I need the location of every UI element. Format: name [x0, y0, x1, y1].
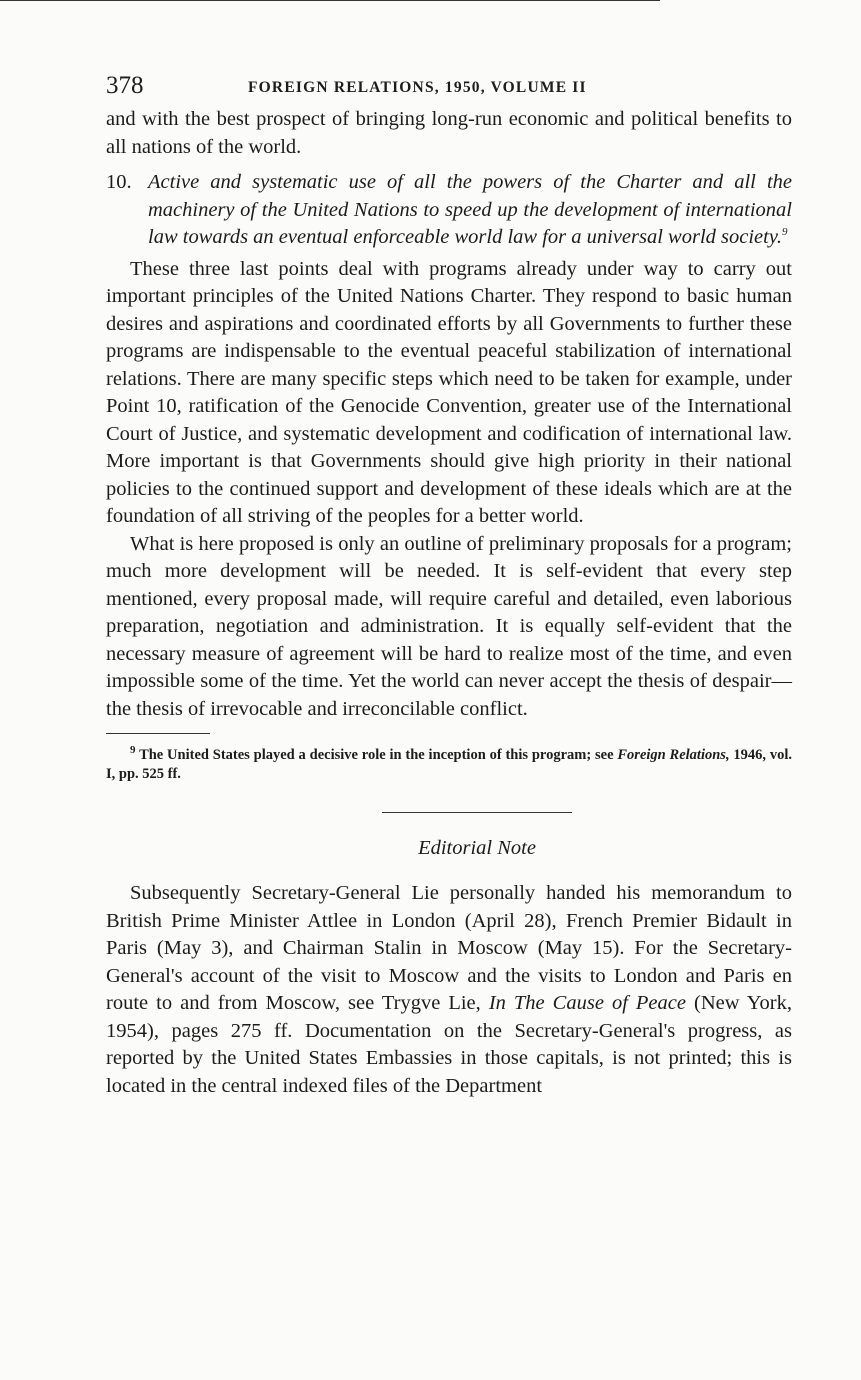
- footnote-text-after: 1946, vol. I, pp. 525 ff.: [106, 747, 793, 782]
- paragraph-three-points: These three last points deal with programs already under way to carry out important principles of the United Nations Charter. They respond to basic human desires and aspirations and coordinated efforts by all Governments to further these programs are indispensable to the eventual peaceful stabilization of international relations. There are many specific steps which need to be taken for example, under Point 10, ratification of the Genocide Convention, greater use of the International Court of Justice, and systematic development and codification of international law. More important is that Governments should give high priority in their national policies to the continued support and development of these ideals which are at the foundation of all striving of the peoples for a better world.: [106, 257, 792, 527]
- footnote-citation-title: Foreign Relations,: [617, 747, 730, 763]
- paragraph-continuation: and with the best prospect of bringing long-run economic and political benefits to all nations of the world.: [106, 108, 792, 158]
- footnote-marker: 9: [130, 744, 136, 757]
- running-title: FOREIGN RELATIONS, 1950, VOLUME II: [248, 79, 587, 96]
- item-number: 10.: [106, 171, 132, 193]
- page-header: [106, 70, 792, 106]
- section-separator: [382, 812, 572, 813]
- document-page: [106, 70, 792, 1100]
- top-edge-rule: [0, 0, 660, 1]
- footnote-rule: [106, 733, 210, 734]
- footnote-text-before: The United States played a decisive role in the inception of this program; see: [139, 747, 614, 763]
- paragraph-proposal-outline: What is here proposed is only an outline of preliminary proposals for a program; much more development will be needed. It is self-evident that every step mentioned, every proposal made, will require careful and detailed, even laborious preparation, negotiation and administration. It is equally self-evident that the necessary measure of agreement will be hard to realize most of the time, and even impossible some of the time. Yet the world can never accept the thesis of despair—the thesis of irrevocable and irreconcilable conflict.: [106, 532, 792, 720]
- footnote-reference[interactable]: 9: [781, 226, 788, 239]
- editorial-book-title: In The Cause of Peace: [488, 992, 686, 1014]
- item-text-body: Active and systematic use of all the powers of the Charter and all the machinery of the United Nations to speed up the development of international law towards an eventual enforceable world law for a universal world society.: [148, 171, 792, 248]
- editorial-text-before: Subsequently Secretary-General Lie personally handed his memorandum to British Prime Minister Attlee in London (April 28), French Premier Bidault in Paris (May 3), and Chairman Stalin in Moscow (May 15). For the Secretary-General's account of the visit to Moscow and the visits to London and Paris en route to and from Moscow, see Trygve Lie,: [106, 882, 792, 1014]
- numbered-item-10: [106, 169, 792, 252]
- editorial-note-title: Editorial Note: [418, 837, 536, 859]
- footnote-9: [106, 746, 792, 784]
- editorial-text-after: (New York, 1954), pages 275 ff. Documentation on the Secretary-General's progress, as reported by the United States Embassies in those capitals, is not printed; this is located in the central indexed files of the Department: [106, 992, 793, 1097]
- editorial-note-paragraph: [106, 880, 792, 1100]
- page-number: 378: [106, 72, 144, 99]
- item-text: [148, 169, 792, 252]
